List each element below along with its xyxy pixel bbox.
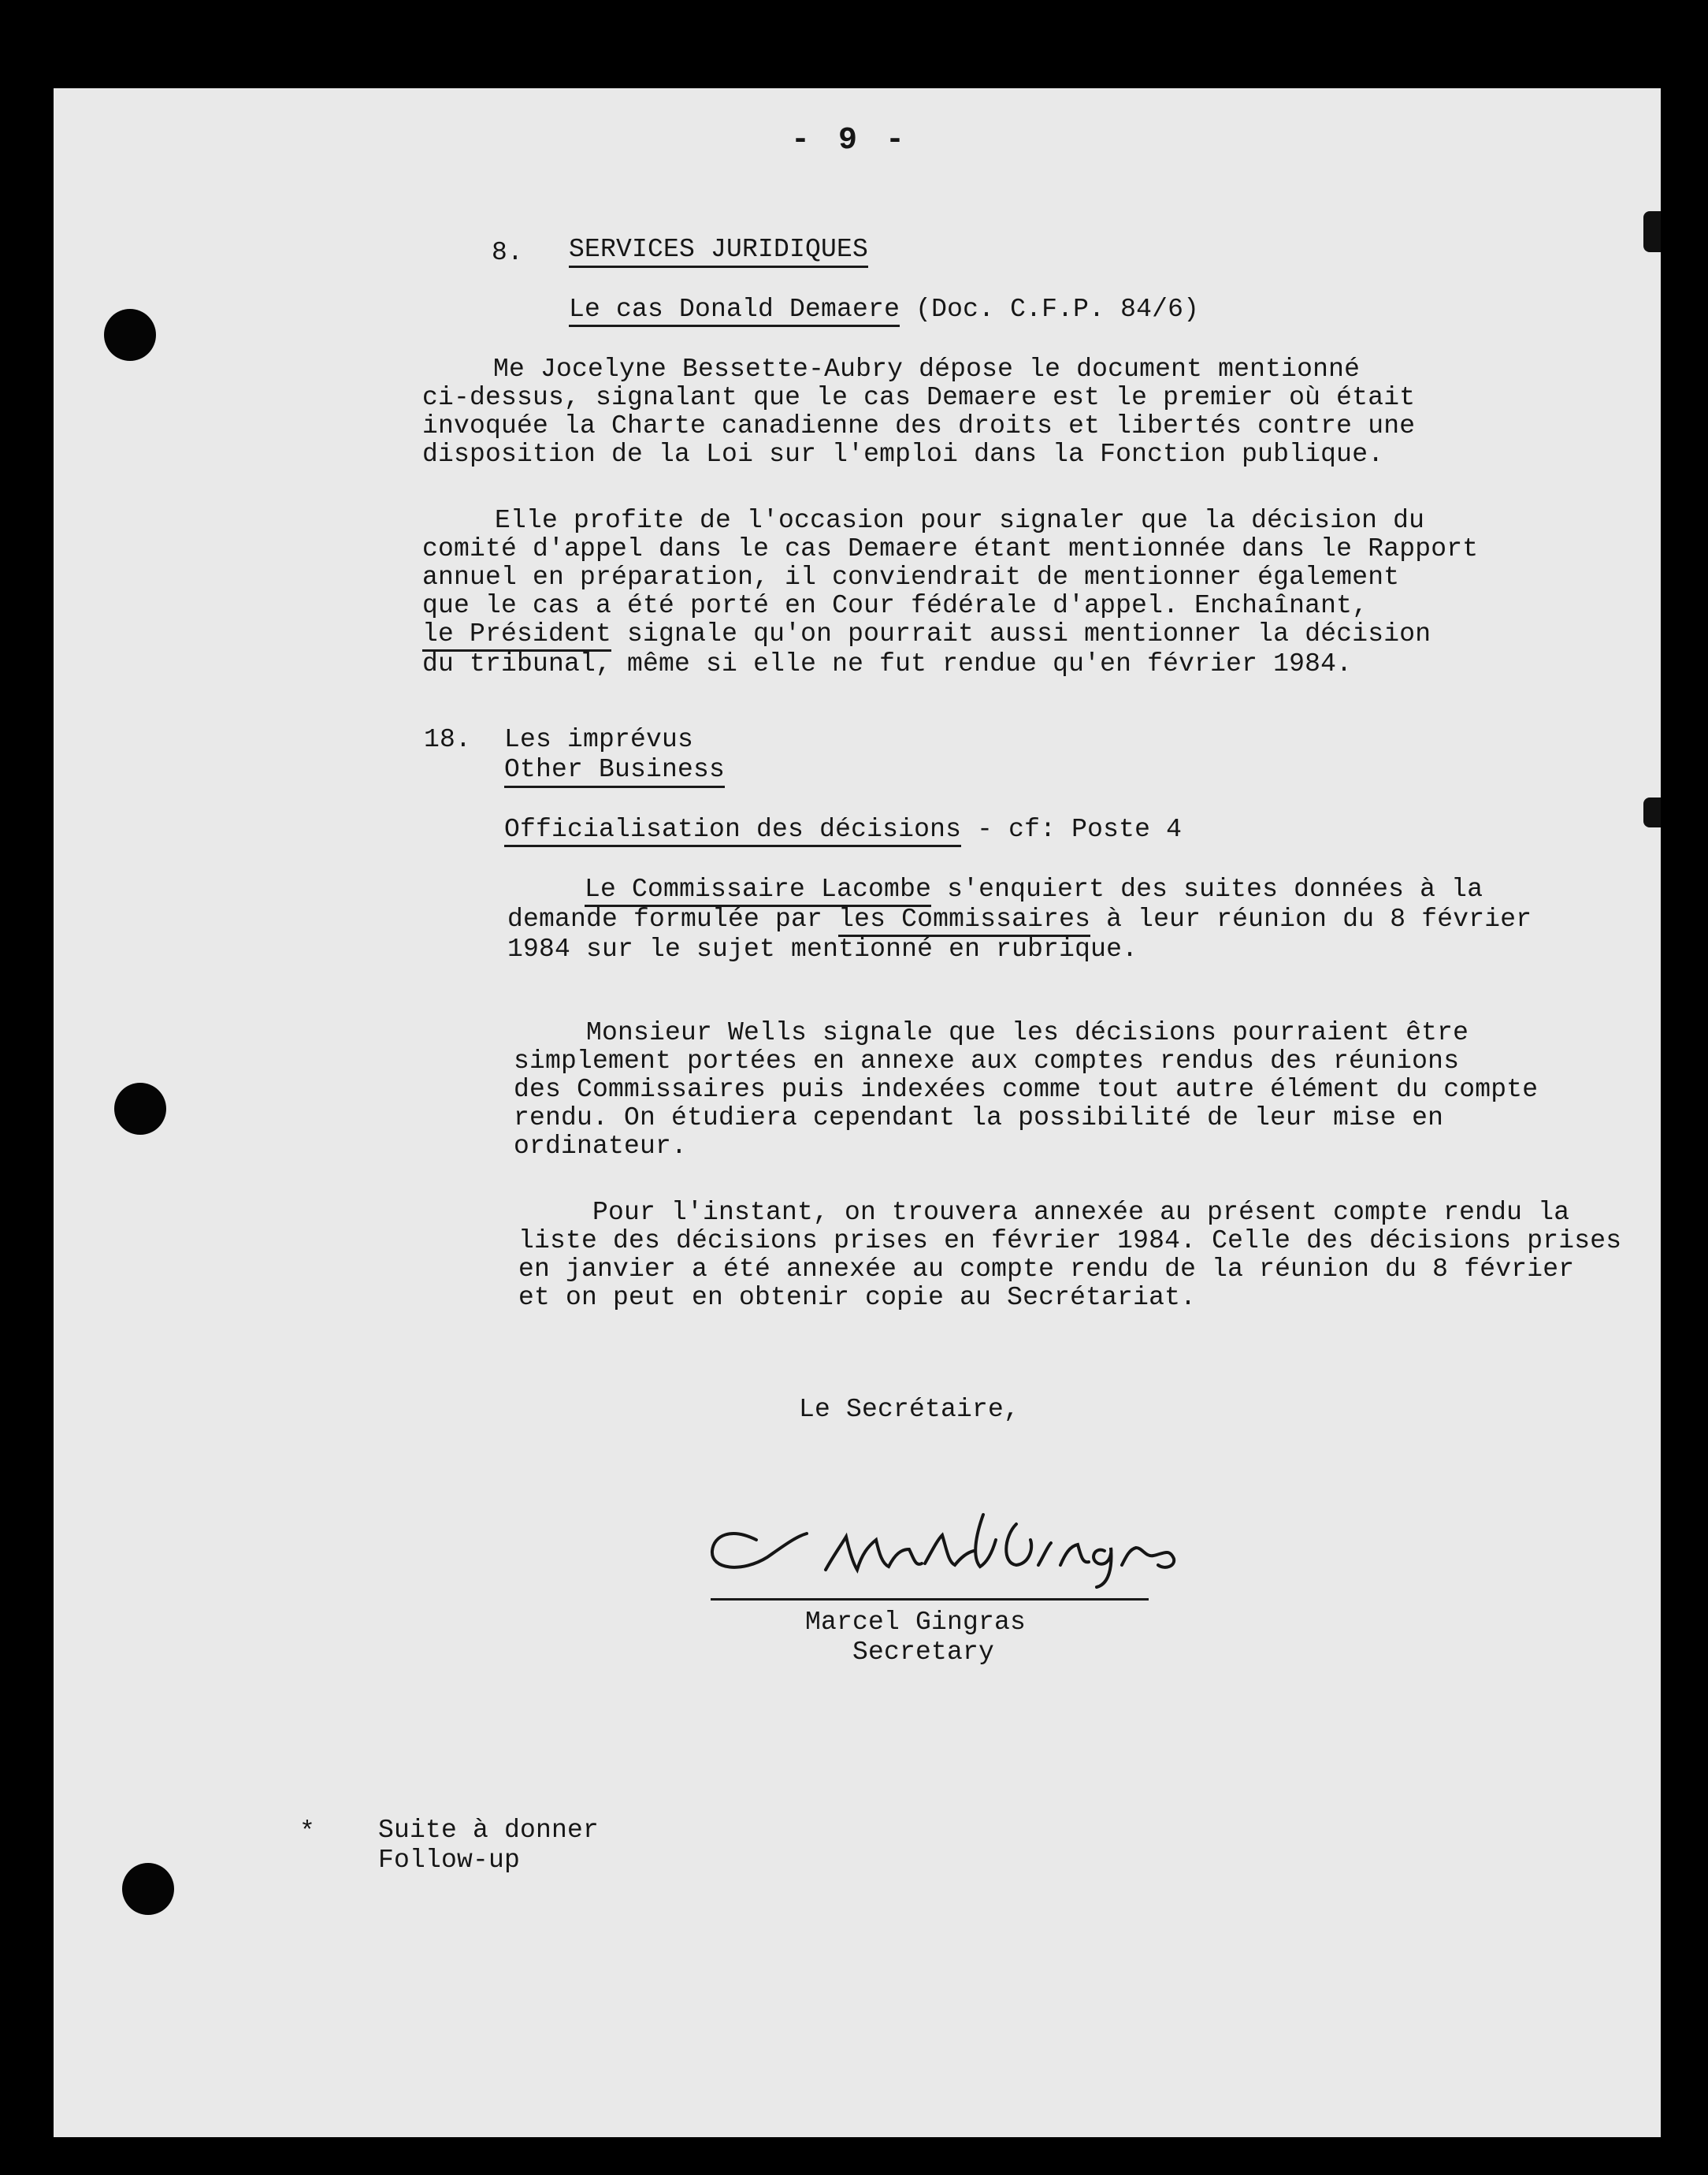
- commissioner-lacombe-reference: Le Commissaire Lacombe: [585, 875, 931, 907]
- binder-hole-bottom: [122, 1863, 174, 1915]
- para-8-1-line-3: invoquée la Charte canadienne des droits et libertés contre une: [422, 411, 1416, 441]
- scan-edge-mark: [1643, 798, 1661, 827]
- section-18-number: 18.: [424, 725, 472, 754]
- para-18-2-line-2: simplement portées en annexe aux comptes rendus des réunions: [514, 1047, 1460, 1076]
- sub-heading-reference: - cf: Poste 4: [961, 815, 1183, 844]
- signatory-name: Marcel Gingras: [805, 1608, 1027, 1637]
- para-18-2-line-5: ordinateur.: [514, 1132, 688, 1161]
- para-8-2-line-5: le Président signale qu'on pourrait aussi mentionner la décision: [422, 619, 1431, 649]
- para-8-1-line-4: disposition de la Loi sur l'emploi dans la Fonction publique.: [422, 440, 1384, 469]
- para-18-1-line-1: Le Commissaire Lacombe s'enquiert des suites données à la: [585, 875, 1483, 905]
- para-8-2-line-3: annuel en préparation, il conviendrait de mentionner également: [422, 563, 1400, 592]
- para-18-2-line-3: des Commissaires puis indexées comme tout autre élément du compte: [514, 1075, 1539, 1104]
- page-number: - 9 -: [791, 123, 910, 158]
- section-18-title-en: Other Business: [504, 755, 725, 788]
- para-18-1-line-3: 1984 sur le sujet mentionné en rubrique.: [507, 935, 1138, 964]
- scan-edge-mark: [1643, 211, 1661, 252]
- footnote-marker: *: [299, 1817, 316, 1846]
- handwritten-signature: [707, 1488, 1196, 1590]
- president-reference: le Président: [422, 619, 611, 652]
- para-8-2-line-6: du tribunal, même si elle ne fut rendue qu'en février 1984.: [422, 649, 1353, 679]
- document-page: [54, 88, 1661, 2137]
- sub-heading-title: Officialisation des décisions: [504, 815, 961, 847]
- para-18-2-line-4: rendu. On étudiera cependant la possibilité de leur mise en: [514, 1103, 1444, 1132]
- case-reference: (Doc. C.F.P. 84/6): [915, 295, 1200, 324]
- para-18-3-line-1: Pour l'instant, on trouvera annexée au présent compte rendu la: [592, 1198, 1570, 1227]
- case-heading: [569, 295, 1199, 325]
- case-title: Le cas Donald Demaere: [569, 295, 900, 327]
- para-8-1-line-1: Me Jocelyne Bessette-Aubry dépose le document mentionné: [493, 355, 1361, 384]
- para-18-2-line-1: Monsieur Wells signale que les décisions pourraient être: [586, 1018, 1469, 1047]
- para-8-2-line-2: comité d'appel dans le cas Demaere étant mentionnée dans le Rapport: [422, 534, 1479, 563]
- commissioners-reference: les Commissaires: [838, 905, 1090, 937]
- sub-heading: [504, 815, 1182, 845]
- binder-hole-top: [104, 309, 156, 361]
- para-8-2-line-1: Elle profite de l'occasion pour signaler que la décision du: [495, 506, 1425, 535]
- section-18-title-fr: Les imprévus: [504, 725, 694, 754]
- para-18-3-line-2: liste des décisions prises en février 1984. Celle des décisions prises: [518, 1226, 1622, 1255]
- para-18-3-line-3: en janvier a été annexée au compte rendu de la réunion du 8 février: [518, 1255, 1575, 1284]
- section-8-number: 8.: [492, 238, 524, 267]
- signature-line: [711, 1598, 1149, 1601]
- binder-hole-middle: [114, 1083, 166, 1135]
- section-8-title: SERVICES JURIDIQUES: [569, 235, 868, 268]
- closing-salutation: Le Secrétaire,: [799, 1395, 1020, 1424]
- para-18-1-line-2: demande formulée par les Commissaires à leur réunion du 8 février: [507, 905, 1532, 935]
- para-8-1-line-2: ci-dessus, signalant que le cas Demaere est le premier où était: [422, 383, 1416, 412]
- footnote-line-fr: Suite à donner: [378, 1816, 600, 1845]
- signatory-role: Secretary: [852, 1638, 995, 1667]
- footnote-line-en: Follow-up: [378, 1846, 521, 1875]
- para-8-2-line-4: que le cas a été porté en Cour fédérale d'appel. Enchaînant,: [422, 591, 1368, 620]
- para-18-3-line-4: et on peut en obtenir copie au Secrétariat.: [518, 1283, 1197, 1312]
